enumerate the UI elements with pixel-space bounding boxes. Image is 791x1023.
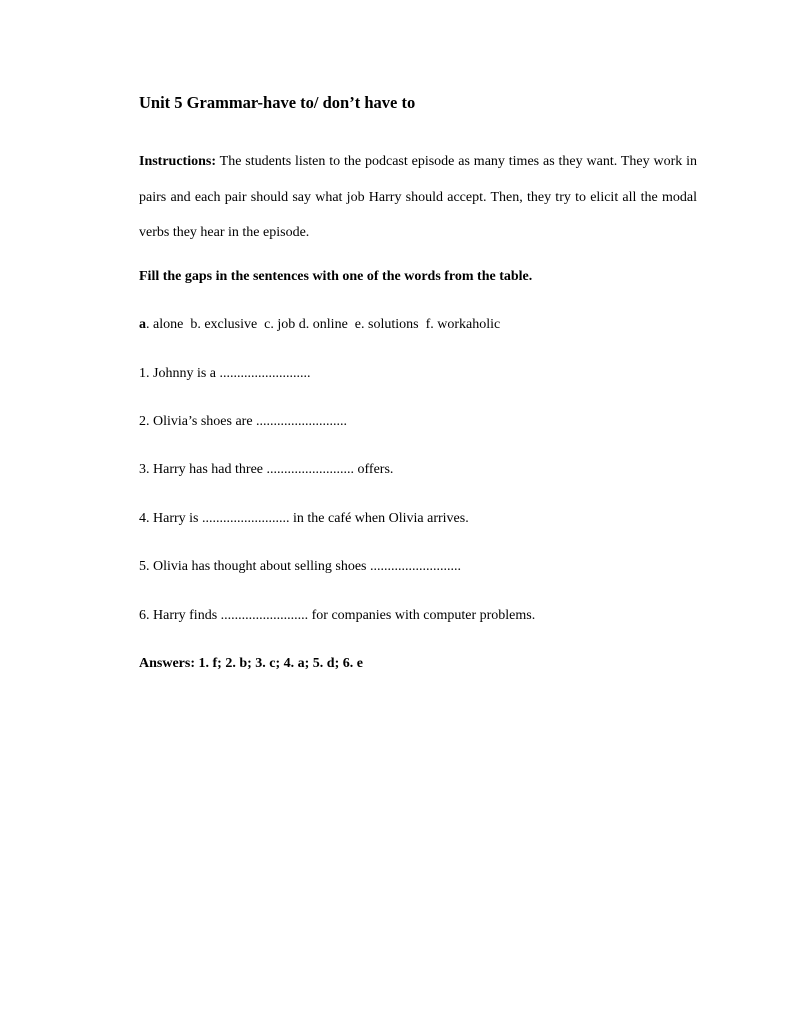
sentence-6: 6. Harry finds ......................... for companies with computer problems. xyxy=(139,608,536,623)
sentence-4: 4. Harry is ......................... in the café when Olivia arrives. xyxy=(139,511,469,526)
sentence-5: 5. Olivia has thought about selling shoes .......................... xyxy=(139,559,461,574)
page-title: Unit 5 Grammar-have to/ don’t have to xyxy=(139,93,416,112)
word-bank-options: . alone b. exclusive c. job d. online e. solutions f. workaholic xyxy=(146,317,501,332)
sentence-1: 1. Johnny is a .......................... xyxy=(139,366,311,381)
instructions-paragraph xyxy=(139,144,697,251)
answers-line: Answers: 1. f; 2. b; 3. c; 4. a; 5. d; 6. e xyxy=(139,656,363,671)
word-bank xyxy=(139,316,500,334)
sentence-3: 3. Harry has had three ......................... offers. xyxy=(139,462,394,477)
instructions-label: Instructions: xyxy=(139,154,217,169)
word-bank-first-letter: a xyxy=(139,317,146,332)
task-heading: Fill the gaps in the sentences with one of the words from the table. xyxy=(139,269,533,284)
instructions-text: The students listen to the podcast episode as many times as they want. They work in pairs and each pair should say what job Harry should accept. Then, they try to elicit all the modal verbs they hear in the episode. xyxy=(139,154,697,240)
sentence-2: 2. Olivia’s shoes are .......................... xyxy=(139,414,348,429)
